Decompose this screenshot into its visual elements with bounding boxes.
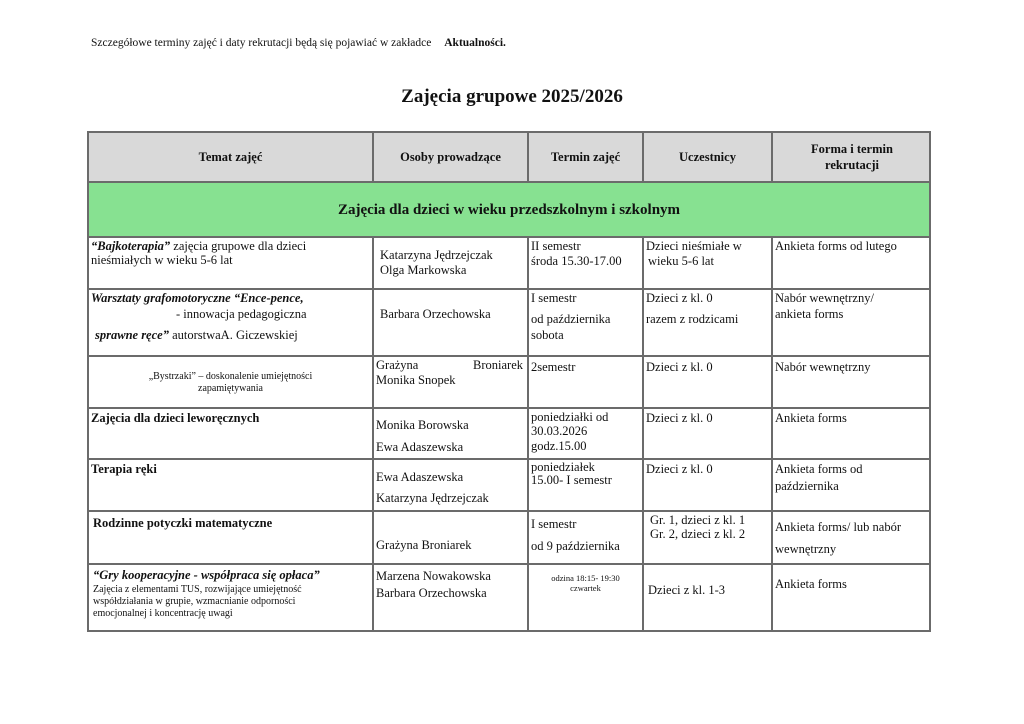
- leader-name: Monika Snopek: [376, 373, 456, 387]
- topic-text: zapamiętywania: [198, 383, 263, 394]
- term-cell: [527, 409, 642, 458]
- participants-cell: [642, 290, 771, 355]
- participants-text: Dzieci z kl. 0: [646, 360, 713, 374]
- participants-text: Dzieci z kl. 1-3: [648, 583, 726, 597]
- recruitment-text: Ankieta forms: [775, 577, 847, 591]
- topic-text: - innowacja pedagogiczna: [176, 307, 307, 321]
- recruitment-cell: [771, 565, 931, 630]
- topic-text: zajęcia grupowe dla dzieci: [170, 239, 307, 253]
- header-participants: Uczestnicy: [642, 133, 771, 181]
- topic-title: Zajęcia dla dzieci leworęcznych: [91, 411, 260, 425]
- topic-text: nieśmiałych w wieku 5-6 lat: [91, 253, 233, 267]
- term-text: od 9 października: [531, 539, 620, 553]
- term-text: 15.00- I semestr: [531, 473, 612, 487]
- participants-text: Dzieci z kl. 0: [646, 462, 713, 476]
- leader-name: Barbara Orzechowska: [380, 307, 491, 321]
- term-text: II semestr: [531, 239, 581, 253]
- term-text: czwartek: [570, 583, 601, 593]
- table-row: [87, 460, 931, 512]
- leader-name: Monika Borowska: [376, 418, 469, 432]
- leader-name: Barbara Orzechowska: [376, 586, 487, 600]
- term-text: I semestr: [531, 517, 577, 531]
- table-row: [87, 357, 931, 409]
- topic-title: Terapia ręki: [91, 462, 157, 476]
- topic-cell: [89, 512, 372, 563]
- term-text: odzina 18:15- 19:30: [551, 573, 620, 583]
- term-cell: [527, 357, 642, 407]
- term-text: 2semestr: [531, 360, 576, 374]
- recruitment-cell: [771, 290, 931, 355]
- topic-title: Rodzinne potyczki matematyczne: [93, 516, 273, 530]
- header-recruitment: Forma i termin rekrutacji: [771, 133, 931, 181]
- topic-cell: [89, 290, 372, 355]
- recruitment-cell: [771, 512, 931, 563]
- table-header-row: [87, 131, 931, 183]
- table-row: [87, 409, 931, 460]
- term-cell: [527, 238, 642, 288]
- topic-cell: [89, 409, 372, 458]
- header-term: Termin zajęć: [527, 133, 642, 181]
- topic-text: „Bystrzaki” – doskonalenie umiejętności: [148, 371, 313, 382]
- leaders-cell: [372, 238, 527, 288]
- topic-cell: [89, 238, 372, 288]
- term-text: poniedziałek: [531, 460, 595, 474]
- leaders-cell: [372, 357, 527, 407]
- leader-name: Ewa Adaszewska: [376, 440, 464, 454]
- participants-text: Dzieci z kl. 0: [646, 411, 713, 425]
- participants-text: Dzieci nieśmiałe w: [646, 239, 742, 253]
- participants-cell: [642, 565, 771, 630]
- topic-cell: [89, 357, 372, 407]
- table-row: [87, 238, 931, 290]
- term-text: sobota: [531, 328, 564, 342]
- participants-text: Gr. 1, dzieci z kl. 1: [650, 513, 746, 527]
- topic-cell: [89, 565, 372, 630]
- term-text: godz.15.00: [531, 439, 587, 453]
- term-text: 30.03.2026: [531, 424, 588, 438]
- topic-text: autorstwaA. Giczewskiej: [168, 328, 298, 342]
- recruitment-text: Ankieta forms/ lub nabór: [775, 520, 902, 534]
- section-title: Zajęcia dla dzieci w wieku przedszkolnym i szkolnym: [337, 202, 681, 218]
- participants-cell: [642, 512, 771, 563]
- participants-text: Dzieci z kl. 0: [646, 291, 713, 305]
- participants-text: razem z rodzicami: [646, 312, 739, 326]
- info-note: [91, 37, 506, 49]
- leader-name: Katarzyna Jędrzejczak: [376, 491, 489, 505]
- info-note-text: Szczegółowe terminy zajęć i daty rekrutacji będą się pojawiać w zakładce: [91, 37, 432, 49]
- participants-cell: [642, 409, 771, 458]
- topic-cell: [89, 460, 372, 510]
- topic-title: “Gry kooperacyjne - współpraca się opłaca”: [93, 568, 320, 582]
- recruitment-text: Ankieta forms: [775, 411, 847, 425]
- table-row: [87, 512, 931, 565]
- leaders-cell: [372, 565, 527, 630]
- leader-name: Broniarek: [473, 358, 523, 372]
- participants-cell: [642, 238, 771, 288]
- term-cell: [527, 460, 642, 510]
- recruitment-cell: [771, 357, 931, 407]
- term-cell: [527, 565, 642, 630]
- participants-cell: [642, 460, 771, 510]
- recruitment-cell: [771, 409, 931, 458]
- recruitment-cell: [771, 238, 931, 288]
- leaders-cell: [372, 409, 527, 458]
- leaders-cell: [372, 290, 527, 355]
- topic-title: sprawne ręce”: [95, 328, 169, 342]
- leader-name: Olga Markowska: [380, 263, 467, 277]
- recruitment-cell: [771, 460, 931, 510]
- page-title: Zajęcia grupowe 2025/2026: [401, 86, 623, 107]
- header-topic: Temat zajęć: [198, 150, 263, 164]
- table-row: [87, 290, 931, 357]
- leader-name: Grażyna Broniarek: [376, 538, 472, 552]
- topic-title: “Bajkoterapia”: [91, 239, 171, 253]
- term-text: od października: [531, 312, 611, 326]
- recruitment-text: wewnętrzny: [775, 542, 837, 556]
- recruitment-text: Nabór wewnętrzny: [775, 360, 871, 374]
- participants-text: wieku 5-6 lat: [648, 254, 714, 268]
- term-text: poniedziałki od: [531, 410, 609, 424]
- topic-text: współdziałania w grupie, wzmacnianie odporności: [93, 596, 296, 607]
- participants-text: Gr. 2, dzieci z kl. 2: [650, 527, 746, 541]
- recruitment-text: października: [775, 479, 839, 493]
- topic-text: Zajęcia z elementami TUS, rozwijające umiejętność: [93, 584, 302, 595]
- recruitment-text: Nabór wewnętrzny/: [775, 291, 874, 305]
- participants-cell: [642, 357, 771, 407]
- term-cell: [527, 512, 642, 563]
- recruitment-text: ankieta forms: [775, 307, 844, 321]
- topic-text: emocjonalnej i koncentrację uwagi: [93, 608, 233, 619]
- aktualnosci-link[interactable]: Aktualności.: [444, 37, 506, 49]
- header-leaders: Osoby prowadzące: [372, 133, 527, 181]
- leader-name: Grażyna: [376, 358, 419, 372]
- leader-name: Marzena Nowakowska: [376, 569, 491, 583]
- topic-title: Warsztaty grafomotoryczne “Ence-pence,: [91, 291, 304, 305]
- section-row: [87, 183, 931, 238]
- leaders-cell: [372, 512, 527, 563]
- leader-name: Katarzyna Jędrzejczak: [380, 248, 493, 262]
- recruitment-text: Ankieta forms od: [775, 462, 863, 476]
- term-cell: [527, 290, 642, 355]
- term-text: środa 15.30-17.00: [531, 254, 622, 268]
- term-text: I semestr: [531, 291, 577, 305]
- table-row: [87, 565, 931, 632]
- recruitment-text: Ankieta forms od lutego: [775, 239, 897, 253]
- leader-name: Ewa Adaszewska: [376, 470, 464, 484]
- leaders-cell: [372, 460, 527, 510]
